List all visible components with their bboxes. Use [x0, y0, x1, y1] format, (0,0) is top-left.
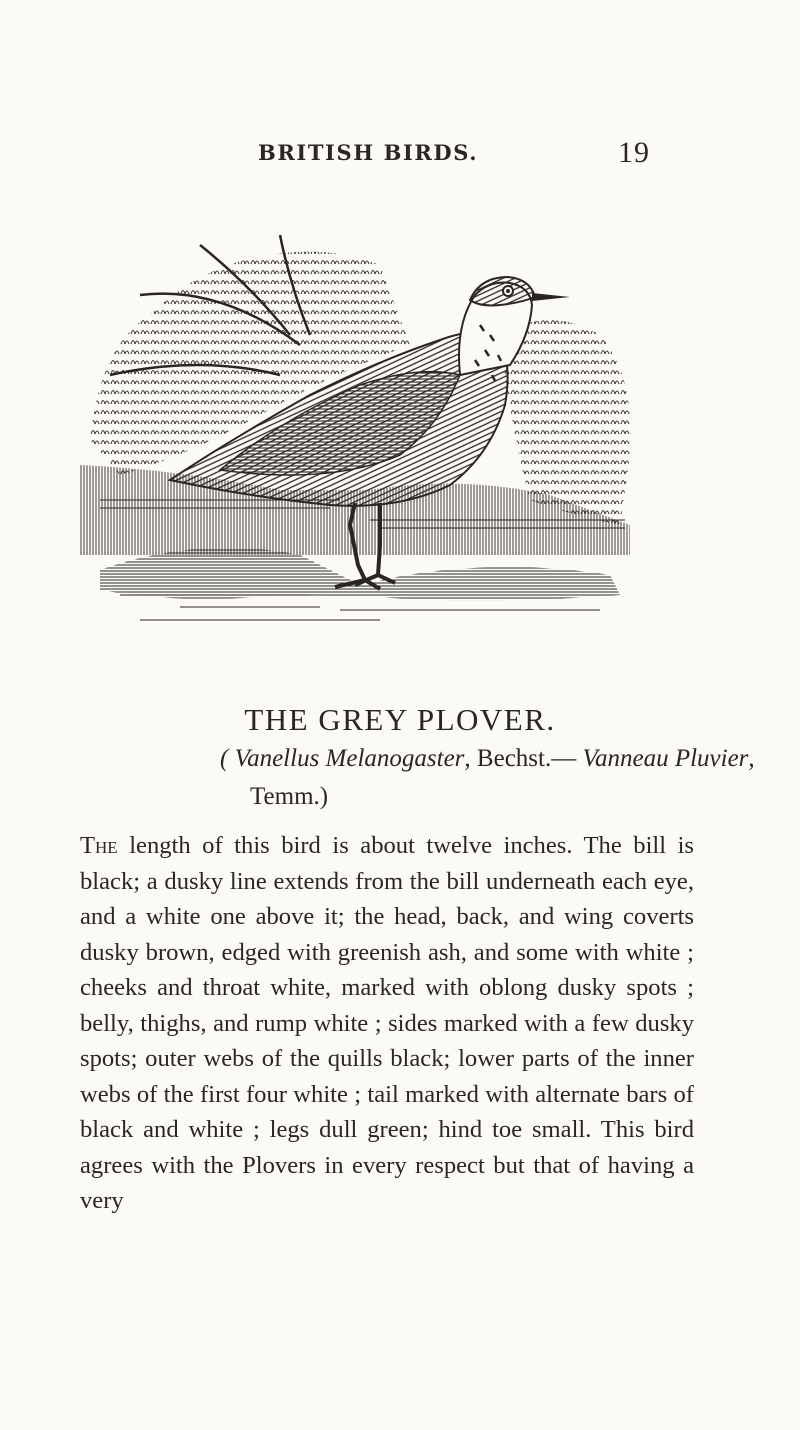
synonymy-line-1 [220, 740, 780, 778]
latin-authority: , Bechst.— [464, 745, 577, 772]
foreground-mud [100, 548, 620, 601]
running-head [0, 132, 800, 172]
synonymy-line-2 [220, 778, 780, 816]
description-text: length of this bird is about twelve inches. The bill is black; a dusky line extends from the bill underneath each eye, and a white one above it; the head, back, and wing coverts dusky brown, edged with greenish ash, and some with white ; cheeks and throat white, marked with oblong dusky spots ; belly, thighs, and rump white ; sides marked with a few dusky spots; outer webs of the quills black; lower parts of the inner webs of the first four white ; tail marked with alternate bars of black and white ; legs dull green; hind toe small. This bird agrees with the Plovers in every respect but that of having a very [80, 832, 694, 1214]
plate-title: THE GREY PLOVER. [244, 702, 556, 737]
description-paragraph [80, 828, 694, 1219]
plover-bill [532, 293, 570, 301]
lead-word: The [80, 832, 118, 859]
synonymy-open-paren: ( [220, 745, 229, 772]
synonymy [220, 740, 780, 816]
french-separator: , [748, 745, 755, 772]
grey-plover-engraving [80, 225, 640, 645]
french-name: Vanneau Pluvier [582, 745, 749, 772]
french-authority: Temm.) [250, 783, 329, 810]
running-title: BRITISH BIRDS. [258, 140, 479, 165]
latin-name: Vanellus Melanogaster [234, 745, 465, 772]
page-number: 19 [618, 136, 650, 169]
